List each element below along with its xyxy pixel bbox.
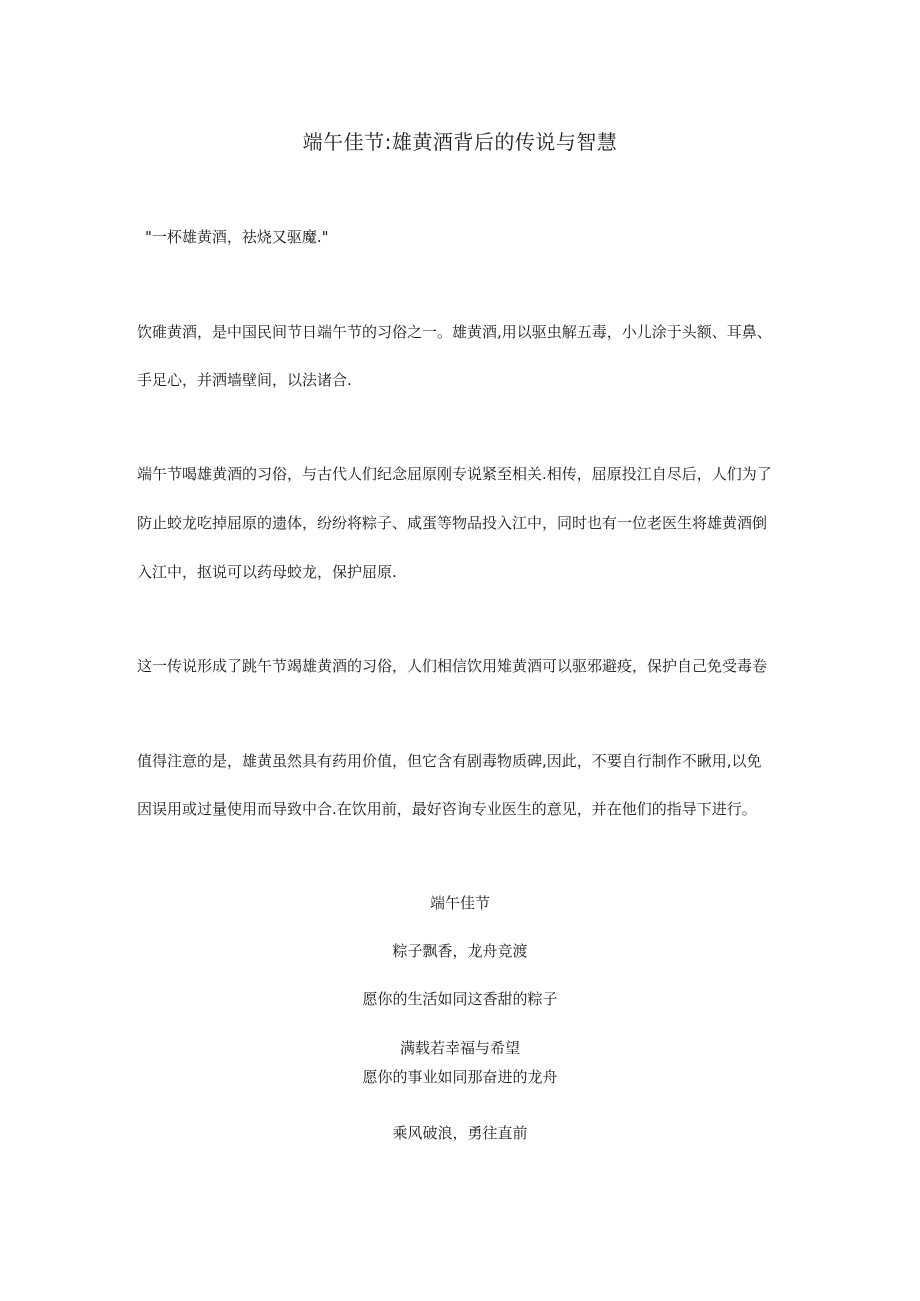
poem-line-2: 粽子飘香，龙舟竞渡 — [392, 942, 528, 960]
paragraph-2-line-1: 端午节喝雄黄酒的习俗，与古代人们纪念屈原刚专说紧至相关.相传，屈原投江自尽后，人们为了 — [137, 465, 772, 483]
poem-line-4: 满载若幸福与希望 — [399, 1039, 520, 1057]
document-title: 端午佳节:雄黄酒背后的传说与智慧 — [302, 130, 618, 154]
poem-line-5: 愿你的事业如同那奋进的龙舟 — [362, 1068, 558, 1086]
paragraph-4-line-1: 值得注意的是，雄黄虽然具有药用价值，但它含有剧毒物质碑,因此，不要自行制作不瞅用,以免 — [137, 752, 762, 770]
paragraph-1-line-1: 饮碓黄酒，是中国民间节日端午节的习俗之一。雄黄酒,用以驱虫解五毒，小儿涂于头额、耳鼻、 — [137, 323, 772, 341]
opening-quote: "一杯雄黄酒，祛烧又驱魔." — [145, 228, 329, 246]
paragraph-4-line-2: 因误用或过量使用而导致中合.在饮用前，最好咨询专业医生的意见，并在他们的指导下进行。 — [137, 800, 757, 818]
paragraph-1-line-2: 手足心，并洒墙壁间，以法诸合. — [137, 371, 352, 389]
paragraph-3-line-1: 这一传说形成了跳午节竭雄黄酒的习俗，人们相信饮用雉黄酒可以驱邪避疫，保护自己免受毒卷 — [137, 657, 768, 675]
paragraph-2-line-3: 入江中，抠说可以药母蛟龙，保护屈原. — [137, 563, 397, 581]
poem-line-1: 端午佳节 — [429, 894, 490, 912]
paragraph-2-line-2: 防止蛟龙吃掉屈原的遗体，纷纷将粽子、咸蛋等物品投入江中，同时也有一位老医生将雄黄酒倒 — [137, 514, 768, 532]
poem-line-6: 乘风破浪，勇往直前 — [392, 1124, 528, 1142]
poem-line-3: 愿你的生活如同这香甜的粽子 — [362, 990, 558, 1008]
